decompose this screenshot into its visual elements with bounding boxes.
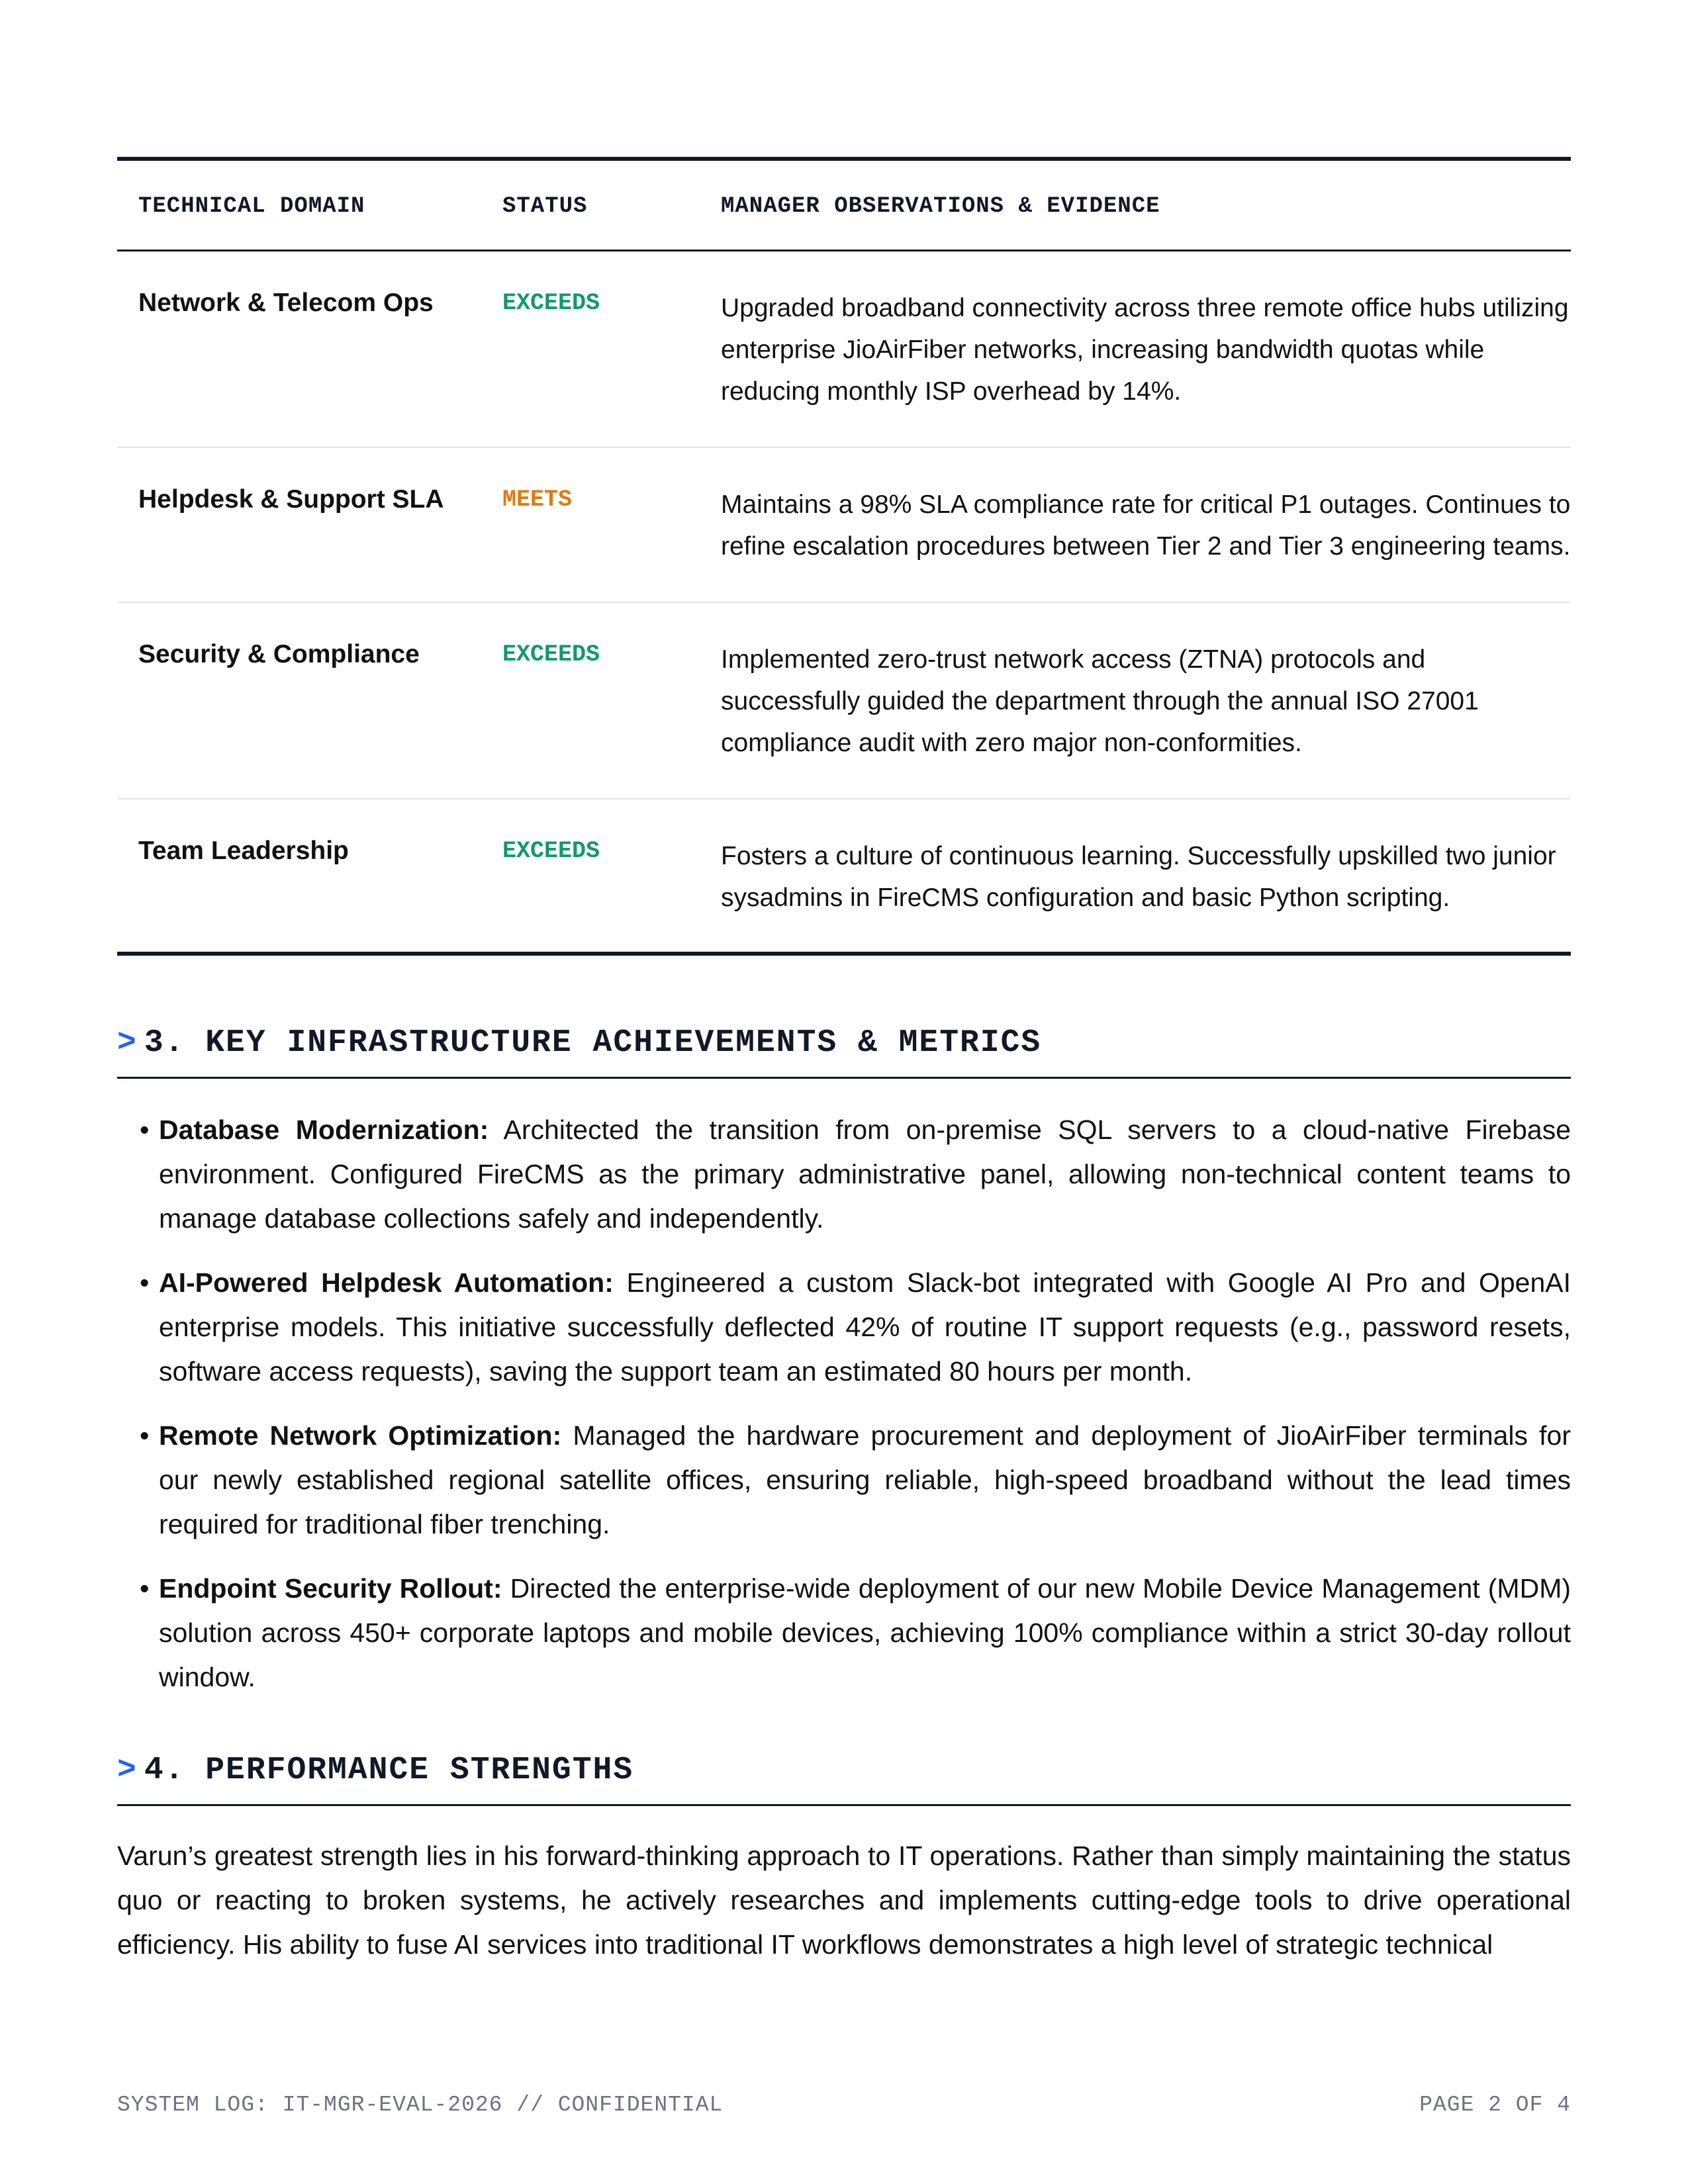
prompt-chevron-icon: > [117, 1025, 136, 1061]
bullet-icon: • [140, 1115, 150, 1145]
status-badge: MEETS [502, 486, 573, 513]
domain-cell: Helpdesk & Support SLA [138, 485, 444, 514]
header-observations: MANAGER OBSERVATIONS & EVIDENCE [721, 194, 1160, 219]
bullet-icon: • [140, 1267, 150, 1298]
domain-cell: Network & Telecom Ops [138, 289, 434, 317]
item-text: Managed the hardware procurement and deployment of JioAirFiber terminals for our newly established regional satellite offices, ensuring reliable, high-speed broadband without the lead times required for traditional fiber trenching. [159, 1420, 1571, 1539]
header-status: STATUS [502, 194, 588, 219]
strengths-paragraph: Varun’s greatest strength lies in his forward-thinking approach to IT operations. Rather than simply maintaining the status quo or reacting to broken systems, he actively researches and implements cutting-edge tools to drive operational efficiency. His ability to fuse AI services into traditional IT workflows demonstrates a high level of strategic technical [117, 1841, 1571, 1960]
evaluation-table [117, 157, 1571, 956]
list-item [117, 1261, 1571, 1394]
table-row [117, 602, 1571, 799]
prompt-chevron-icon: > [117, 1752, 136, 1788]
bullet-icon: • [140, 1573, 150, 1604]
bullet-icon: • [140, 1420, 150, 1451]
section-4-heading [117, 1752, 1571, 1806]
footer-page-number: PAGE 2 OF 4 [1419, 2093, 1571, 2117]
table-row [117, 799, 1571, 954]
list-item [117, 1414, 1571, 1547]
item-lead: Remote Network Optimization: [159, 1420, 562, 1451]
table-header-row [117, 159, 1571, 251]
status-badge: EXCEEDS [502, 838, 600, 864]
table-row [117, 447, 1571, 602]
footer-system-log: SYSTEM LOG: IT-MGR-EVAL-2026 // CONFIDENTIAL [117, 2093, 724, 2117]
section-3-title: 3. KEY INFRASTRUCTURE ACHIEVEMENTS & METRICS [144, 1025, 1042, 1061]
item-lead: AI-Powered Helpdesk Automation: [159, 1267, 614, 1298]
item-text: Engineered a custom Slack-bot integrated with Google AI Pro and OpenAI enterprise models. This initiative successfully deflected 42% of routine IT support requests (e.g., password resets, software access requests), saving the support team an estimated 80 hours per month. [159, 1267, 1571, 1387]
item-text: Directed the enterprise-wide deployment of our new Mobile Device Management (MDM) solution across 450+ corporate laptops and mobile devices, achieving 100% compliance within a strict 30-day rollout window. [159, 1573, 1571, 1692]
item-lead: Endpoint Security Rollout: [159, 1573, 502, 1604]
achievements-list [117, 1108, 1571, 1700]
document-page [117, 157, 1571, 1967]
observation-cell: Fosters a culture of continuous learning. Successfully upskilled two junior sysadmins in FireCMS configuration and basic Python scripting. [721, 842, 1556, 912]
table-row [117, 251, 1571, 448]
status-badge: EXCEEDS [502, 641, 600, 668]
item-text: Architected the transition from on-premise SQL servers to a cloud-native Firebase environment. Configured FireCMS as the primary administrative panel, allowing non-technical content teams to manage database collections safely and independently. [159, 1115, 1571, 1234]
list-item [117, 1108, 1571, 1241]
domain-cell: Team Leadership [138, 837, 349, 865]
section-3-heading [117, 1025, 1571, 1079]
header-technical-domain: TECHNICAL DOMAIN [138, 194, 365, 219]
observation-cell: Upgraded broadband connectivity across three remote office hubs utilizing enterprise JioAirFiber networks, increasing bandwidth quotas while reducing monthly ISP overhead by 14%. [721, 294, 1569, 406]
section-4-title: 4. PERFORMANCE STRENGTHS [144, 1752, 634, 1788]
page-footer [117, 2093, 1571, 2117]
item-lead: Database Modernization: [159, 1115, 489, 1145]
domain-cell: Security & Compliance [138, 640, 420, 668]
status-badge: EXCEEDS [502, 290, 600, 316]
observation-cell: Maintains a 98% SLA compliance rate for critical P1 outages. Continues to refine escalation procedures between Tier 2 and Tier 3 engineering teams. [721, 490, 1571, 561]
list-item [117, 1567, 1571, 1700]
observation-cell: Implemented zero-trust network access (ZTNA) protocols and successfully guided the department through the annual ISO 27001 compliance audit with zero major non-conformities. [721, 645, 1479, 757]
